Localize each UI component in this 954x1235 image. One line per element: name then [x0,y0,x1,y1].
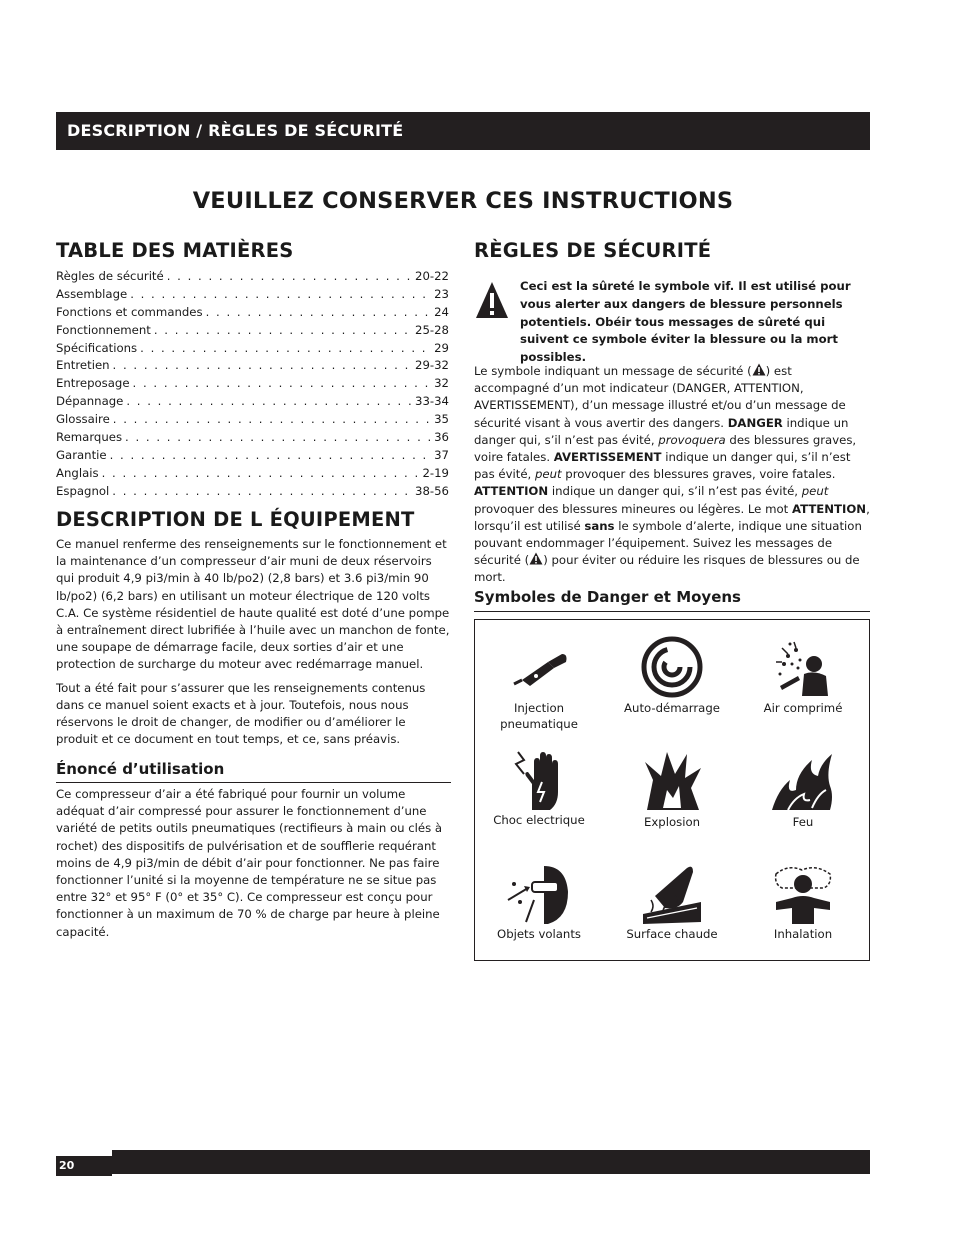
toc-row [56,483,449,501]
hazard-symbol-compressed-air [743,634,863,716]
hazard-symbol-hot-surface [612,862,732,942]
flying-objects-icon [504,862,574,926]
toc-dot-leader [109,483,412,501]
toc-dot-leader [99,465,420,483]
hazard-symbol-explosion [612,750,732,830]
safety-emphasis: provoquera [658,432,726,447]
safety-emphasis: peut [801,484,829,499]
hazard-label: Auto-démarrage [624,701,720,715]
safety-text-part: , lorsqu’il est utilisé [474,501,870,533]
toc-entry-page: 2-19 [422,465,449,480]
toc-dot-leader [203,304,432,322]
safety-text-part: indique un danger qui, s’il n’est pas évité, [548,484,802,499]
table-of-contents [56,268,449,501]
toc-dot-leader [110,357,412,375]
usage-heading: Énoncé d’utilisation [56,760,225,778]
compressed-air-icon [768,634,838,700]
toc-row [56,411,449,429]
toc-dot-leader [123,393,412,411]
toc-entry-title: Fonctions et commandes [56,304,203,319]
toc-entry-title: Spécifications [56,340,138,355]
toc-entry-title: Remarques [56,430,123,445]
section-header-bar [56,112,870,150]
toc-row [56,286,449,304]
toc-row [56,447,449,465]
toc-dot-leader [107,447,432,465]
toc-entry-title: Règles de sécurité [56,269,164,283]
hazard-label: Feu [792,815,814,829]
hot-surface-icon [637,862,707,926]
toc-dot-leader [151,322,412,340]
page-number: 20 [56,1156,112,1176]
usage-heading-rule [56,782,451,783]
safety-text-part: indique un danger qui, s’il n’est pas évité, [474,450,851,482]
toc-entry-page: 35 [434,412,449,427]
attention-word: ATTENTION [474,484,549,499]
toc-row [56,465,449,483]
hazard-label: Objets volants [497,927,581,941]
toc-entry-title: Fonctionnement [56,322,151,337]
auto-start-icon [637,634,707,700]
symbols-heading: Symboles de Danger et Moyens [474,588,741,606]
hazard-symbol-flying-objects [479,862,599,942]
toc-entry-page: 29-32 [415,358,449,373]
air-injection-icon [504,640,574,700]
safety-emphasis: peut [534,467,562,482]
inline-alert-triangle-icon [752,363,766,376]
toc-row [56,304,449,322]
safety-text-part: provoquer des blessures graves, voire fatales. [561,467,836,482]
hazard-label: Air comprimé [763,701,843,715]
toc-entry-page: 36 [434,430,449,445]
toc-entry-title: Entreposage [56,376,130,391]
toc-entry-page: 32 [434,376,449,391]
toc-entry-title: Anglais [56,465,99,480]
hazard-label: Surface chaude [626,927,718,941]
toc-entry-page: 25-28 [415,322,449,337]
electric-shock-icon [504,748,574,812]
avertissement-word: AVERTISSEMENT [553,450,662,465]
safety-text-part: ) pour éviter ou réduire les risques de blessures ou de mort. [474,553,860,585]
safety-text-part: le symbole d’alerte, indique une situation pouvant endommager l’équipement. Suivez les messages de sécurité ( [474,518,862,568]
hazard-label: Choc electrique [493,813,585,827]
toc-row [56,322,449,340]
toc-entry-page: 24 [434,304,449,319]
symbols-heading-rule [474,611,870,612]
explosion-icon [637,750,707,814]
toc-dot-leader [137,340,431,358]
toc-entry-title: Assemblage [56,286,128,301]
toc-entry-title: Garantie [56,447,107,462]
toc-entry-page: 20-22 [415,269,449,283]
equipment-paragraph-1: Ce manuel renferme des renseignements sur le fonctionnement et la maintenance d’un compresseur d’air muni de deux réservoirs qui produit 4,9 pi3/min à 40 lb/po2) (2,8 bars) et 3.6 pi3/min 90 lb/po2) (6,2 bars) en utilisant un moteur électrique de 120 volts C.A. Ce système résidentiel de haute qualité est doté d’une pompe à entraînement direct lubrifiée à l’huile avec un manchon de fonte, une soupape de démarrage facile, deux sorties d’air et une protection de surcharge du moteur avec redémarrage manuel. [56,537,450,672]
safety-text-part: des blessures graves, voire fatales. [474,432,857,465]
hazard-symbols-panel [474,619,870,961]
toc-entry-page: 38-56 [415,483,449,498]
toc-entry-page: 37 [434,447,449,462]
toc-entry-title: Glossaire [56,412,110,427]
toc-heading: TABLE DES MATIÈRES [56,239,294,262]
toc-dot-leader [122,429,431,447]
toc-row [56,268,449,286]
toc-row [56,340,449,358]
hazard-symbol-fire [743,750,863,830]
safety-text-part: ) est accompagné d’un mot indicateur (DANGER, ATTENTION, AVERTISSEMENT), d’un message illustré et/ou d’un message de sécurité visant à vous avertir des dangers. [474,364,846,430]
usage-paragraph: Ce compresseur d’air a été fabriqué pour fournir un volume adéquat d’air compressé pour assurer le fonctionnement d’une variété de petits outils pneumatiques (rectifieurs à main ou clés à rochet) des dispositifs de pulvérisation et de soufflerie requérant moins de 4,9 pi3/min de débit d’air pour fonctionner. Ne pas faire fonctionner l’unité si la moyenne de température ne se situe pas entre 32° et 95° F (0° et 35° C). Ce compresseur est conçu pour fonctionner à un maximum de 70 % de charge par heure à pleine capacité. [56,787,443,939]
toc-entry-page: 29 [434,340,449,355]
hazard-symbol-inhalation [743,862,863,942]
equipment-paragraph-2: Tout a été fait pour s’assurer que les renseignements contenus dans ce manuel soient exacts et à jour. Toutefois, nous nous réservons le droit de changer, de modifier ou d’améliorer le produit et ce document en tout temps, et ce, sans préavis. [56,680,426,747]
hazard-label: Explosion [643,815,700,829]
safety-body-text [474,363,870,587]
hazard-symbol-electric-shock [479,748,599,828]
toc-entry-title: Entretien [56,358,110,373]
toc-entry-page: 23 [434,286,449,301]
safety-text-part: indique un danger qui, s’il n’est pas évité, [474,415,849,447]
toc-row [56,357,449,375]
toc-dot-leader [164,268,412,286]
toc-entry-page: 33-34 [415,394,449,409]
toc-row [56,375,449,393]
toc-entry-title: Dépannage [56,394,124,409]
safety-alert-triangle-icon [474,280,510,320]
inline-alert-triangle-icon [529,552,543,565]
toc-row [56,393,449,411]
hazard-label: Injection pneumatique [500,701,578,731]
danger-word: DANGER [727,415,783,430]
sans-word: sans [584,518,615,533]
page-title: VEUILLEZ CONSERVER CES INSTRUCTIONS [192,188,734,214]
footer-bar [112,1150,870,1174]
hazard-symbol-air-injection [479,640,599,732]
inhalation-icon [768,862,838,926]
safety-text-part: Le symbole indiquant un message de sécurité ( [474,364,752,378]
safety-alert-text: Ceci est la sûreté le symbole vif. Il est utilisé pour vous alerter aux dangers de blessure personnels potentiels. Obéir tous messages de sûreté qui suivent ce symbole éviter la blessure ou la mort possibles. [520,279,851,365]
safety-text-part: provoquer des blessures mineures ou légères. Le mot [474,501,792,516]
attention-word: ATTENTION [791,501,867,516]
hazard-label: Inhalation [773,927,833,941]
toc-dot-leader [127,286,431,304]
toc-entry-title: Espagnol [56,483,110,498]
toc-dot-leader [130,375,432,393]
safety-heading: RÈGLES DE SÉCURITÉ [474,239,712,262]
hazard-symbol-auto-start [612,634,732,716]
equipment-description [56,536,450,748]
equipment-heading: DESCRIPTION DE L ÉQUIPEMENT [56,508,415,531]
section-header-title: DESCRIPTION / RÈGLES DE SÉCURITÉ [67,121,404,140]
fire-icon [768,750,838,814]
toc-row [56,429,449,447]
toc-dot-leader [110,411,431,429]
